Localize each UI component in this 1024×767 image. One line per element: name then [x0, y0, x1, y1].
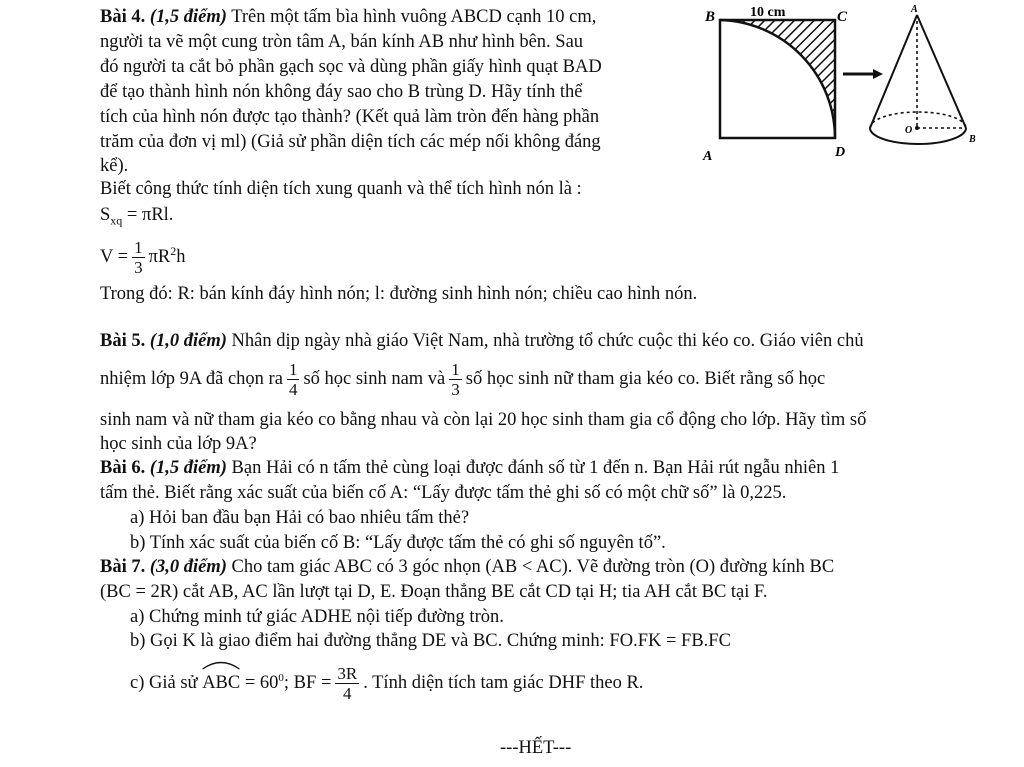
footer-end: ---HẾT---	[500, 738, 572, 758]
bai6-text-1: Bạn Hải có n tấm thẻ cùng loại được đánh số từ 1 đến n. Bạn Hải rút ngẫu nhiên 1	[231, 458, 840, 478]
bai4-line-8: Biết công thức tính diện tích xung quanh và thể tích hình nón là :	[100, 179, 582, 199]
bai6-line-1	[100, 457, 839, 479]
formula-sxq-sub: xq	[110, 213, 123, 228]
bai5-line-2	[100, 356, 825, 402]
bai7-frac	[335, 664, 359, 703]
label-b: B	[705, 9, 716, 25]
bai5-score: (1,0 điểm)	[149, 331, 227, 351]
bai4-line-3: đó người ta cắt bỏ phần gạch sọc và dùng phần giấy hình quạt BAD	[100, 57, 602, 77]
bai6-title: Bài 6.	[100, 458, 146, 478]
cone-label-o: O	[905, 125, 913, 136]
bai5-line-3: sinh nam và nữ tham gia kéo co bằng nhau và còn lại 20 học sinh tham gia cổ động cho lớp. Hãy tìm số	[100, 410, 867, 430]
bai5-frac-2-den: 3	[451, 380, 460, 400]
bai6-line-2: tấm thẻ. Biết rằng xác suất của biến cố A: “Lấy được tấm thẻ ghi số có một chữ số” là 0,225.	[100, 483, 787, 503]
bai5-frac-1-den: 4	[288, 380, 298, 400]
formula-v-rhs-a: πR	[148, 247, 171, 268]
bai7-frac-num: 3R	[337, 664, 358, 684]
formula-sxq-rhs: = πRl.	[122, 205, 174, 225]
label-a: A	[703, 149, 713, 164]
bai5-text-2b: số học sinh nam và	[303, 369, 446, 389]
bai7-part-c	[130, 655, 643, 706]
formula-v-rhs-b: h	[176, 247, 186, 268]
bai4-line-2: người ta vẽ một cung tròn tâm A, bán kính AB như hình bên. Sau	[100, 32, 584, 52]
formula-v-den: 3	[134, 258, 143, 278]
bai7-frac-den: 4	[343, 684, 352, 704]
formula-v-fraction	[132, 238, 145, 277]
bai4-note: Trong đó: R: bán kính đáy hình nón; l: đường sinh hình nón; chiều cao hình nón.	[100, 284, 698, 304]
cone-base-front	[870, 128, 966, 144]
arrow-head	[873, 69, 883, 79]
bai7-title: Bài 7.	[100, 557, 146, 577]
formula-v-sup: 2	[170, 244, 177, 258]
cone-label-a: A	[911, 4, 918, 15]
cone-label-b: B	[969, 134, 976, 145]
bai7-part-a: a) Chứng minh tứ giác ADHE nội tiếp đường tròn.	[130, 607, 504, 627]
bai7-score: (3,0 điểm)	[149, 557, 227, 577]
bai5-frac-1-num: 1	[288, 360, 298, 380]
bai4-score: (1,5 điểm)	[149, 7, 227, 27]
bai4-line-4: để tạo thành hình nón không đáy sao cho B trùng D. Hãy tính thể	[100, 82, 583, 102]
bai7-c-text-a: c) Giả sử	[130, 673, 198, 694]
formula-v-num: 1	[134, 238, 143, 258]
cone-slant-right	[917, 15, 966, 128]
bai7-c-text-b: ; BF =	[283, 673, 332, 694]
bai4-line-1	[100, 6, 596, 28]
bai7-c-eq: = 60	[240, 673, 279, 694]
bai5-frac-2-num: 1	[451, 360, 460, 380]
bai4-title: Bài 4.	[100, 7, 146, 27]
figure-square-cone	[695, 0, 1024, 170]
cone-center-dot	[915, 126, 919, 130]
bai6-part-b: b) Tính xác suất của biến cố B: “Lấy được tấm thẻ có ghi số nguyên tố”.	[130, 533, 666, 553]
bai4-text-1: Trên một tấm bìa hình vuông ABCD cạnh 10 cm,	[231, 7, 597, 27]
bai7-part-b: b) Gọi K là giao điểm hai đường thẳng DE và BC. Chứng minh: FO.FK = FB.FC	[130, 631, 731, 651]
formula-volume	[100, 228, 186, 280]
bai4-line-7: kể).	[100, 156, 129, 176]
bai7-c-deg: 0	[278, 672, 284, 684]
angle-hat-icon	[202, 660, 240, 670]
bai4-line-6: trăm của đơn vị ml) (Giả sử phần diện tích các mép nối không đáng	[100, 132, 601, 152]
bai7-line-2: (BC = 2R) cắt AB, AC lần lượt tại D, E. Đoạn thẳng BE cắt CD tại H; tia AH cắt BC tại F.	[100, 582, 768, 602]
bai4-line-5: tích của hình nón được tạo thành? (Kết quả làm tròn đến hàng phần	[100, 107, 600, 127]
bai5-text-1: Nhân dịp ngày nhà giáo Việt Nam, nhà trường tổ chức cuộc thi kéo co. Giáo viên chủ	[231, 331, 864, 351]
bai5-text-2c: số học sinh nữ tham gia kéo co. Biết rằng số học	[465, 369, 826, 389]
bai6-score: (1,5 điểm)	[149, 458, 227, 478]
bai5-text-2a: nhiệm lớp 9A đã chọn ra	[100, 369, 283, 389]
bai5-line-1	[100, 330, 864, 352]
bai5-line-4: học sinh của lớp 9A?	[100, 434, 257, 454]
bai7-line-1	[100, 556, 834, 578]
bai7-angle-abc	[202, 656, 240, 706]
formula-sxq-lhs: S	[100, 205, 111, 225]
formula-v-lhs: V =	[100, 247, 129, 268]
bai5-frac-1	[287, 360, 300, 399]
label-10cm: 10 cm	[750, 5, 786, 20]
cone-base-back	[870, 112, 966, 128]
bai6-part-a: a) Hỏi ban đầu bạn Hải có bao nhiêu tấm thẻ?	[130, 508, 470, 528]
bai7-angle-text: ABC	[202, 673, 241, 694]
label-c: C	[837, 9, 848, 25]
label-d: D	[835, 145, 846, 160]
bai7-text-1: Cho tam giác ABC có 3 góc nhọn (AB < AC). Vẽ đường tròn (O) đường kính BC	[231, 557, 835, 577]
bai5-title: Bài 5.	[100, 331, 146, 351]
bai7-c-text-c: . Tính diện tích tam giác DHF theo R.	[363, 673, 644, 694]
bai5-frac-2	[449, 360, 462, 399]
